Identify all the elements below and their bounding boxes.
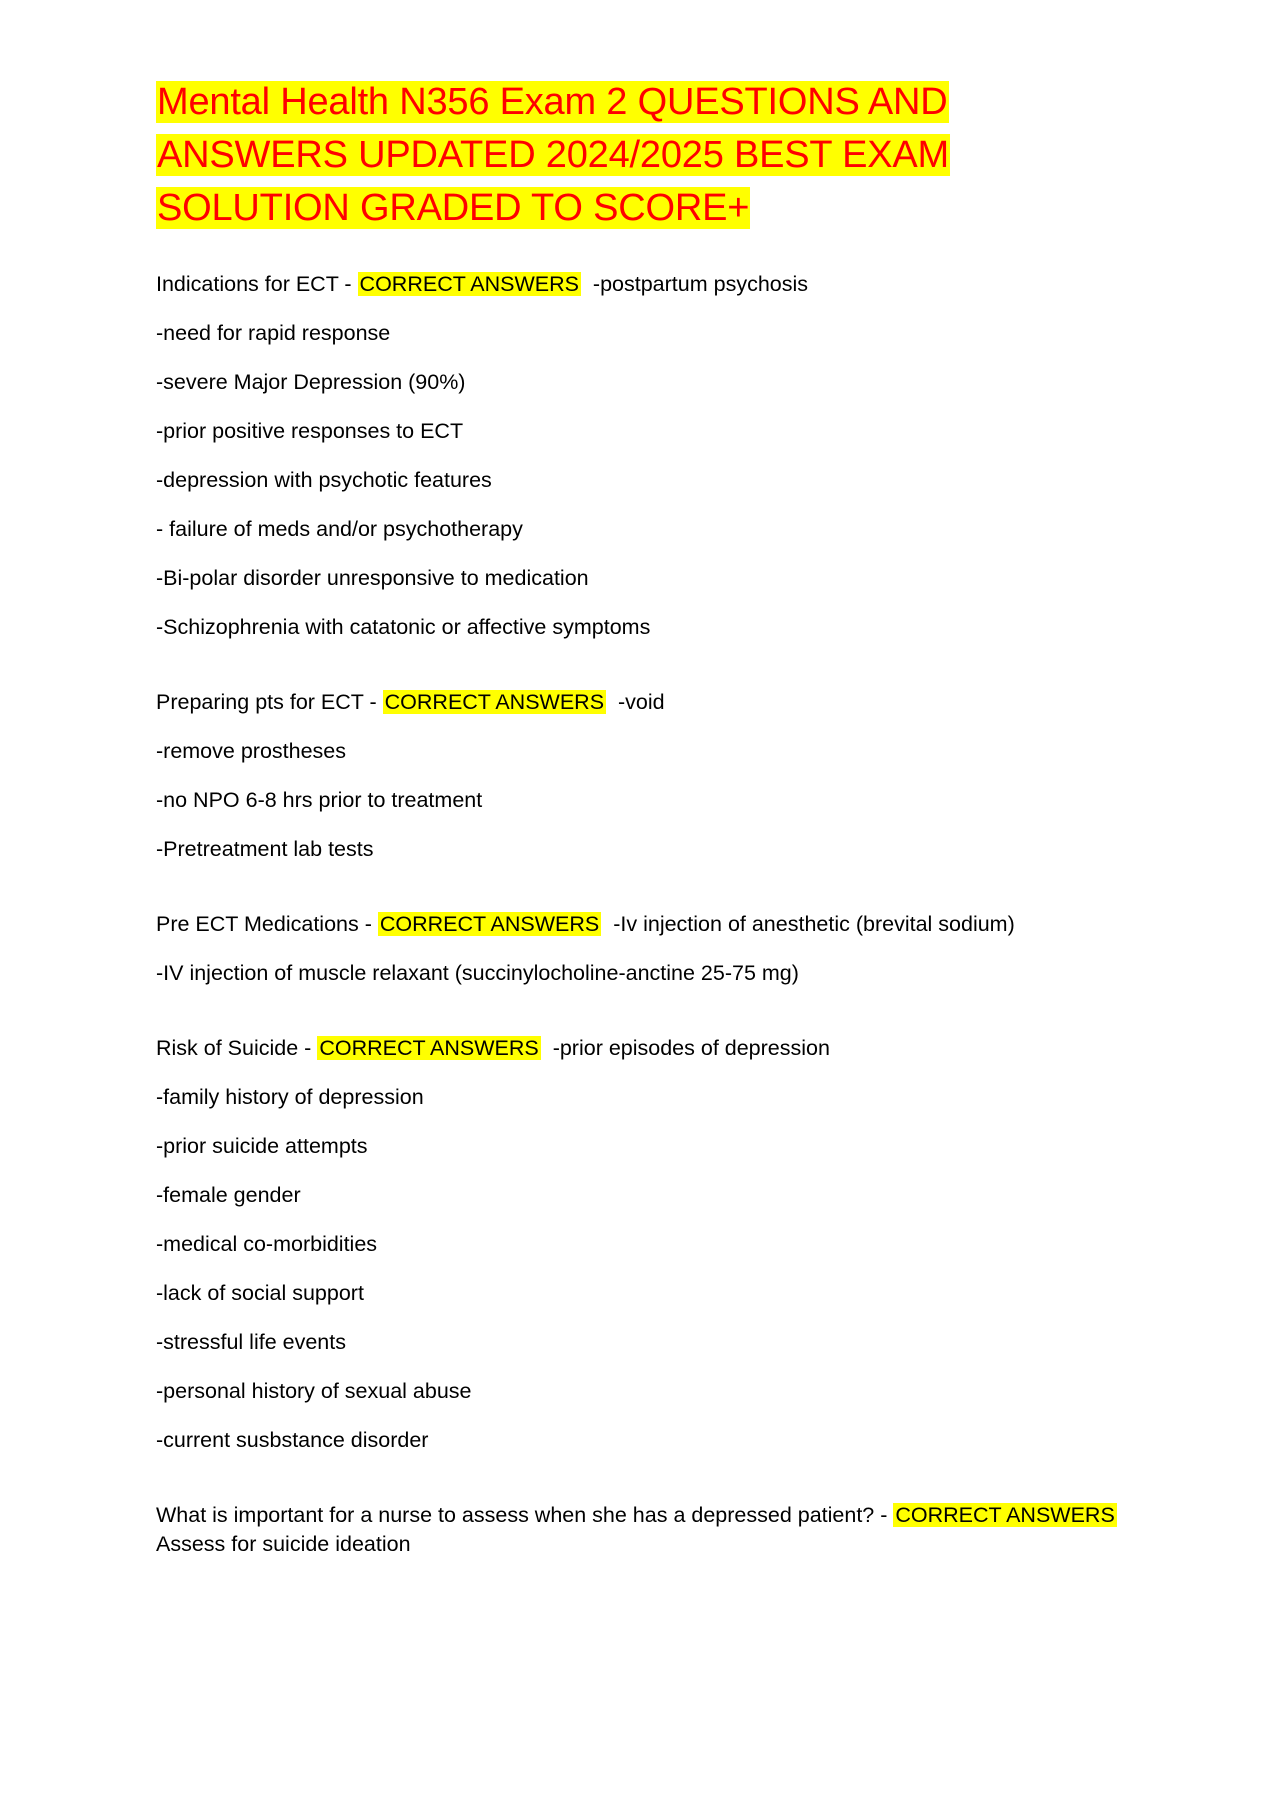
qa-list [156,271,1136,1558]
answer-text: -postpartum psychosis [592,272,809,296]
answer-line: -prior positive responses to ECT [156,419,464,443]
qa-item-nurse-assessment [156,1502,1136,1558]
answer-line: -personal history of sexual abuse [156,1379,472,1403]
answer-line: -no NPO 6-8 hrs prior to treatment [156,788,483,812]
question-text: Indications for ECT - [156,272,358,296]
question-line [156,689,1136,716]
answer-line: -current susbstance disorder [156,1428,429,1452]
question-line [156,1035,1136,1062]
answer-line: -IV injection of muscle relaxant (succinylocholine-anctine 25-75 mg) [156,961,799,985]
document-title-text: Mental Health N356 Exam 2 QUESTIONS AND ANSWERS UPDATED 2024/2025 BEST EXAM SOLUTION GRADED TO SCORE+ [157,81,950,229]
correct-answers-label: CORRECT ANSWERS [359,272,579,296]
question-text: Risk of Suicide - [156,1036,318,1060]
answer-line: -prior suicide attempts [156,1134,368,1158]
correct-answers-label: CORRECT ANSWERS [319,1036,539,1060]
correct-answers-label: CORRECT ANSWERS [379,912,600,936]
answer-line: -medical co-morbidities [156,1232,378,1256]
question-line [156,911,1136,938]
question-line [156,1502,1136,1529]
qa-item-risk-of-suicide [156,1035,1136,1454]
answer-line: -depression with psychotic features [156,468,492,492]
answer-text: -Iv injection of anesthetic (brevital sodium) [613,912,1015,936]
answer-line: -need for rapid response [156,321,391,345]
answer-line: -stressful life events [156,1330,346,1354]
answer-line: Assess for suicide ideation [156,1532,411,1556]
correct-answers-label: CORRECT ANSWERS [384,690,605,714]
answer-line: -severe Major Depression (90%) [156,370,466,394]
answer-line: -female gender [156,1183,301,1207]
question-text: Pre ECT Medications - [156,912,378,936]
answer-line: -Bi-polar disorder unresponsive to medication [156,566,589,590]
correct-answers-label: CORRECT ANSWERS [895,1503,1115,1527]
answer-line: -family history of depression [156,1085,424,1109]
question-line [156,271,1136,298]
answer-line: -remove prostheses [156,739,346,763]
qa-item-preparing-pts [156,689,1136,863]
document-title [156,76,1136,235]
answer-line: - failure of meds and/or psychotherapy [156,517,523,541]
answer-text: -prior episodes of depression [552,1036,830,1060]
qa-item-ect-indications [156,271,1136,641]
question-text: What is important for a nurse to assess when she has a depressed patient? - [156,1503,894,1527]
answer-text: -void [618,690,665,714]
qa-item-pre-ect-medications [156,911,1136,987]
question-text: Preparing pts for ECT - [156,690,383,714]
answer-line: -lack of social support [156,1281,364,1305]
answer-line: -Pretreatment lab tests [156,837,374,861]
document-page [156,76,1136,1606]
answer-line: -Schizophrenia with catatonic or affective symptoms [156,615,651,639]
